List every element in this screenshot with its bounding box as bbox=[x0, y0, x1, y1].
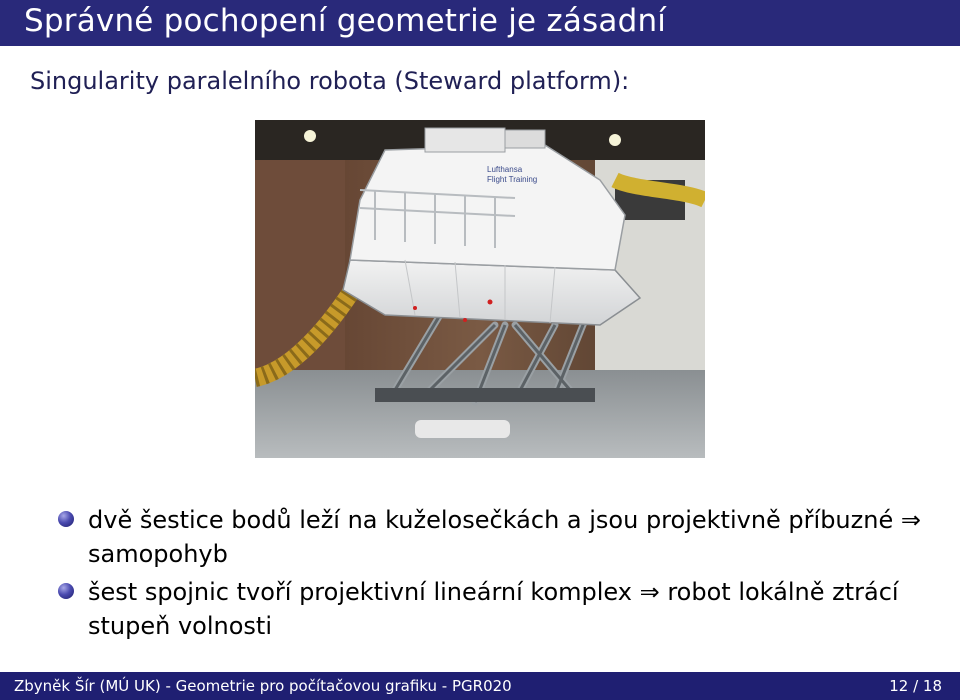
footer-author: Zbyněk Šír (MÚ UK) - Geometrie pro počítačovou grafiku - PGR020 bbox=[14, 677, 512, 695]
bullet-ball-icon bbox=[58, 583, 74, 599]
bullet-item bbox=[58, 503, 938, 571]
footer-page-number: 12 / 18 bbox=[889, 677, 942, 695]
bullet-ball-icon bbox=[58, 511, 74, 527]
bullet-item bbox=[58, 575, 938, 643]
title-bar bbox=[0, 0, 960, 46]
slide-subtitle: Singularity paralelního robota (Steward platform): bbox=[30, 67, 630, 95]
footer-bar bbox=[0, 672, 960, 700]
bullet-text: dvě šestice bodů leží na kuželosečkách a jsou projektivně příbuzné ⇒ samopohyb bbox=[88, 506, 921, 568]
bullet-list bbox=[58, 503, 938, 647]
logo-text-2: Flight Training bbox=[487, 175, 538, 184]
bullet-text: šest spojnic tvoří projektivní lineární komplex ⇒ robot lokálně ztrácí stupeň volnosti bbox=[88, 578, 899, 640]
slide-title: Správné pochopení geometrie je zásadní bbox=[24, 3, 667, 39]
logo-text-1: Lufthansa bbox=[487, 165, 523, 174]
flight-simulator-photo bbox=[255, 120, 705, 458]
